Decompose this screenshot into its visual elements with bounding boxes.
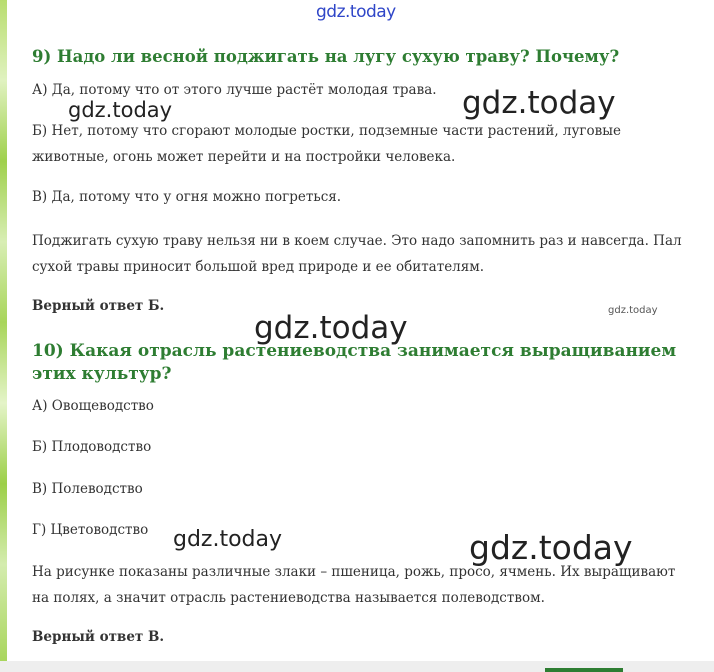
question-9-explanation: Поджигать сухую траву нельзя ни в коем случае. Это надо запомнить раз и навсегда. Пал сухой травы приносит большой вред природе и ее обитателям.	[32, 233, 682, 275]
question-9-option-c: В) Да, потому что у огня можно погреться.	[32, 189, 342, 205]
question-10-option-b: Б) Плодоводство	[32, 439, 152, 455]
watermark-e: gdz.today	[173, 527, 283, 552]
watermark-a: gdz.today	[68, 98, 173, 122]
question-9-option-a: А) Да, потому что от этого лучше растёт молодая трава.	[32, 82, 437, 98]
watermark-c: gdz.today	[254, 310, 408, 346]
watermark-top: gdz.today	[316, 2, 396, 22]
question-9-title: 9) Надо ли весной поджигать на лугу сухую траву? Почему?	[32, 47, 620, 66]
watermark-d: gdz.today	[608, 305, 658, 316]
watermark-f: gdz.today	[469, 528, 633, 567]
watermark-b: gdz.today	[462, 85, 616, 121]
question-10-option-c: В) Полеводство	[32, 481, 143, 497]
question-10-explanation: На рисунке показаны различные злаки – пшеница, рожь, просо, ячмень. Их выращивают на полях, а значит отрасль растениеводства называется полеводством.	[32, 564, 676, 606]
left-decorative-strip	[0, 0, 7, 672]
question-10-answer: Верный ответ В.	[32, 629, 165, 645]
bottom-accent-bar	[545, 668, 623, 672]
question-9-option-b: Б) Нет, потому что сгорают молодые ростки, подземные части растений, луговые животные, огонь может перейти и на постройки человека.	[32, 123, 621, 165]
question-10-title: 10) Какая отрасль растениеводства занимается выращиванием этих культур?	[32, 341, 677, 384]
question-10-option-a: А) Овощеводство	[32, 398, 154, 414]
question-10-option-d: Г) Цветоводство	[32, 522, 149, 538]
question-9-answer: Верный ответ Б.	[32, 298, 165, 314]
